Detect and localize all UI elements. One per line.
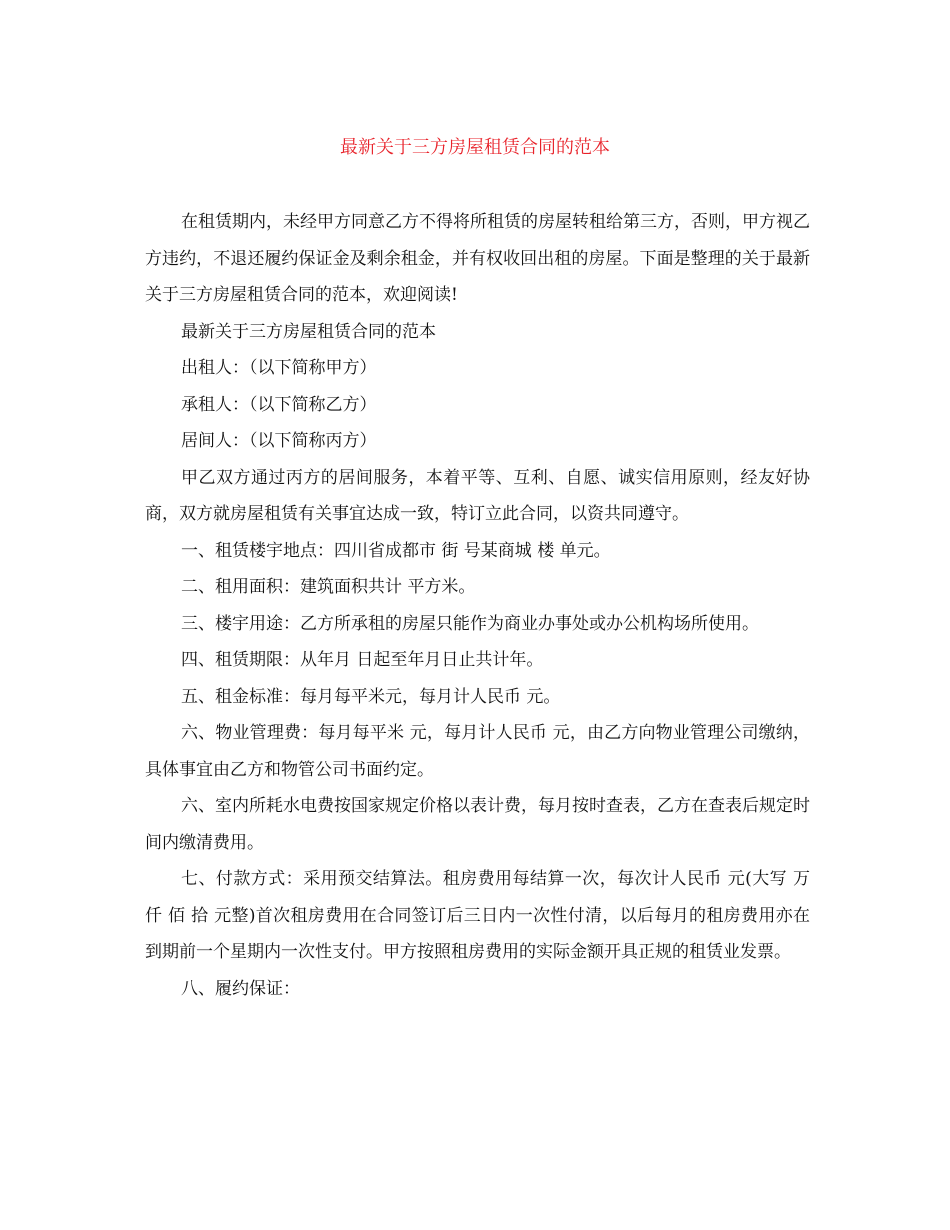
paragraph-clause-utilities: 六、室内所耗水电费按国家规定价格以表计费，每月按时查表，乙方在查表后规定时间内缴清费用。 — [145, 796, 810, 853]
paragraph-clause-usage: 三、楼宇用途：乙方所承租的房屋只能作为商业办事处或办公机构场所使用。 — [181, 613, 759, 634]
paragraph-clause-term: 四、租赁期限：从年月 日起至年月日止共计年。 — [181, 650, 544, 670]
paragraph-clause-location: 一、租赁楼宇地点：四川省成都市 街 号某商城 楼 单元。 — [181, 540, 611, 561]
paragraph-clause-payment: 七、付款方式：采用预交结算法。租房费用每结算一次，每次计人民币 元(大写 万 仟 佰 拾 元整)首次租房费用在合同签订后三日内一次性付清，以后每月的租房费用亦在到期前一个星期内一次性支付。甲方按照租房费用的实际金额开具正规的租赁业发票。 — [145, 869, 810, 962]
document-title: 最新关于三方房屋租赁合同的范本 — [340, 137, 610, 158]
paragraph-clause-deposit: 八、履约保证： — [181, 978, 300, 999]
paragraph-clause-rent: 五、租金标准：每月每平米元，每月计人民币 元。 — [181, 686, 561, 707]
paragraph-clause-area: 二、租用面积：建筑面积共计 平方米。 — [181, 577, 476, 597]
document-body — [145, 204, 810, 1007]
paragraph-heading: 最新关于三方房屋租赁合同的范本 — [181, 321, 436, 342]
paragraph-agreement: 甲乙双方通过丙方的居间服务，本着平等、互利、自愿、诚实信用原则，经友好协商，双方就房屋租赁有关事宜达成一致，特订立此合同，以资共同遵守。 — [145, 467, 810, 524]
paragraph-clause-property-fee: 六、物业管理费：每月每平米 元，每月计人民币 元，由乙方向物业管理公司缴纳，具体事宜由乙方和物管公司书面约定。 — [145, 723, 810, 780]
paragraph-intro: 在租赁期内，未经甲方同意乙方不得将所租赁的房屋转租给第三方，否则，甲方视乙方违约，不退还履约保证金及剩余租金，并有权收回出租的房屋。下面是整理的关于最新关于三方房屋租赁合同的范本，欢迎阅读! — [145, 212, 810, 305]
paragraph-intermediary: 居间人：（以下简称丙方） — [181, 431, 377, 451]
paragraph-lessee: 承租人：（以下简称乙方） — [181, 394, 377, 415]
paragraph-lessor: 出租人：（以下简称甲方） — [181, 358, 377, 378]
